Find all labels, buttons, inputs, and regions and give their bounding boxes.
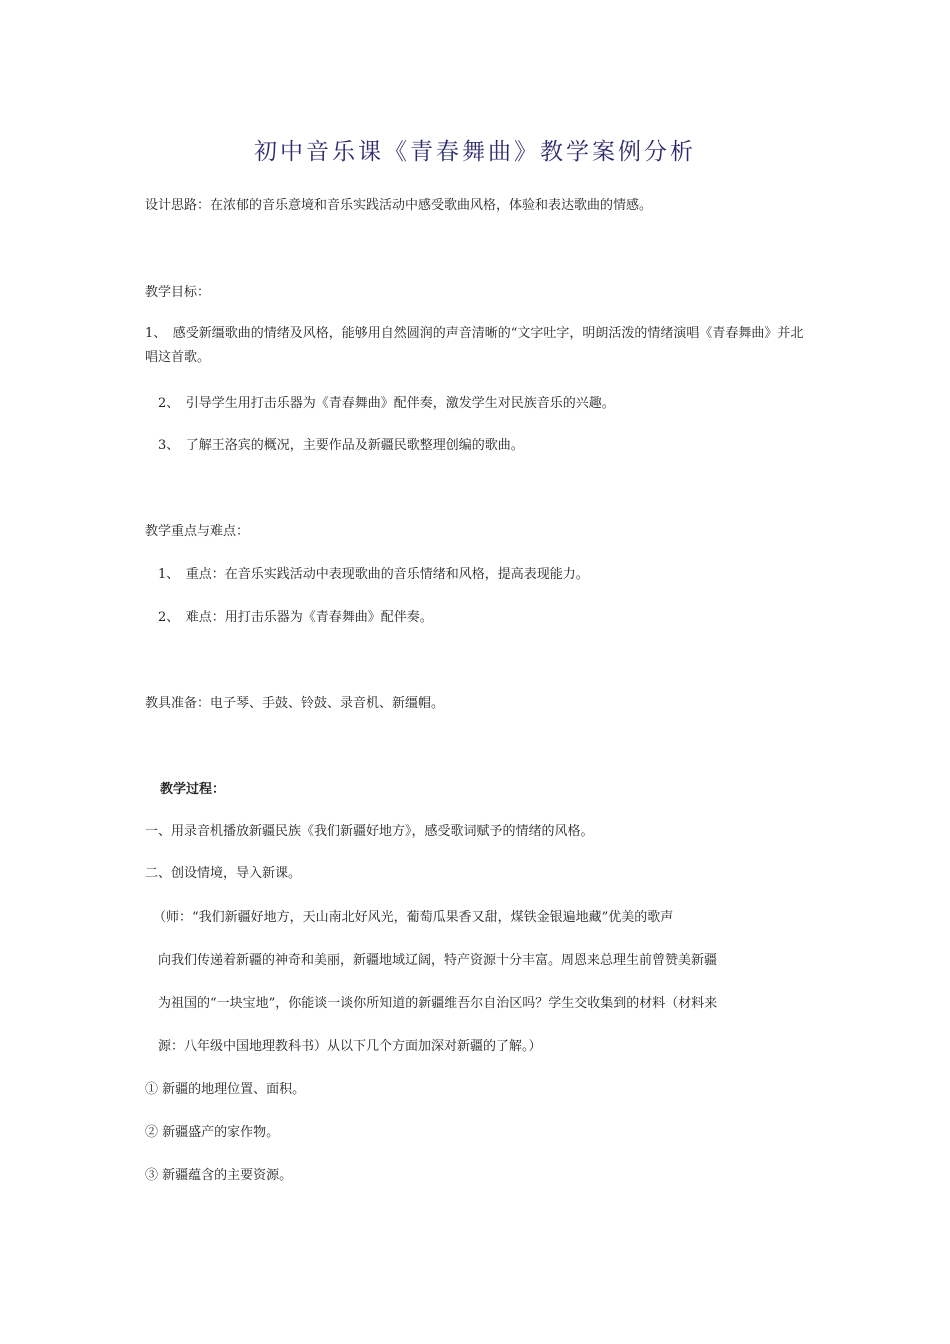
teacher-quote-line-3: 为祖国的“一块宝地”，你能谈一谈你所知道的新疆维吾尔自治区吗？学生交收集到的材料（材料来 <box>158 996 718 1011</box>
tools-line: 教具准备：电子琴、手鼓、铃鼓、录音机、新缰帽。 <box>145 696 445 711</box>
goal-item-3: 3、 了解王洛宾的概况，主要作品及新疆民歌整理创编的歌曲。 <box>158 438 524 453</box>
process-step-1: 一、用录音机播放新疆民族《我们新疆好地方》，感受歌词赋予的情绪的风格。 <box>145 824 594 839</box>
document-title: 初中音乐课《青春舞曲》教学案例分析 <box>254 139 696 165</box>
goal-item-2: 2、 引导学生用打击乐器为《青春舞曲》配伴奏，激发学生对民族音乐的兴趣。 <box>158 396 615 411</box>
list-item-2: ② 新疆盛产的家作物。 <box>145 1125 280 1140</box>
key-points-heading: 教学重点与难点： <box>145 524 250 539</box>
teacher-quote-line-4: 源：八年级中国地理教科书）从以下几个方面加深对新疆的了解。） <box>158 1039 542 1054</box>
key-point-1: 1、 重点：在音乐实践活动中表现歌曲的音乐情绪和风格，提高表现能力。 <box>158 567 589 582</box>
list-item-3: ③ 新疆蕴含的主要资源。 <box>145 1168 293 1183</box>
teacher-quote-line-2: 向我们传递着新疆的神奇和美丽，新疆地域辽阔，特产资源十分丰富。周恩来总理生前曾赞美新疆 <box>158 953 718 968</box>
goals-heading: 教学目标： <box>145 285 211 300</box>
list-item-1: ① 新疆的地理位置、面积。 <box>145 1082 306 1097</box>
goal-item-1: 1、 感受新缰歌曲的情绪及风格，能够用自然圆润的声音清晰的“文字吐字，明朗活泼的情绪演唱《青春舞曲》并北唱这首歌。 <box>145 326 804 365</box>
process-step-2: 二、创设情境，导入新课。 <box>145 866 302 881</box>
process-heading: 教学过程： <box>160 782 226 797</box>
teacher-quote-line-1: （师：“我们新疆好地方，天山南北好风光，葡萄瓜果香又甜，煤铁金银遍地藏”优美的歌声 <box>153 910 674 925</box>
key-point-2: 2、 难点：用打击乐器为《青春舞曲》配伴奏。 <box>158 610 433 625</box>
design-idea: 设计思路：在浓郁的音乐意境和音乐实践活动中感受歌曲风格，体验和表达歌曲的情感。 <box>145 198 653 213</box>
